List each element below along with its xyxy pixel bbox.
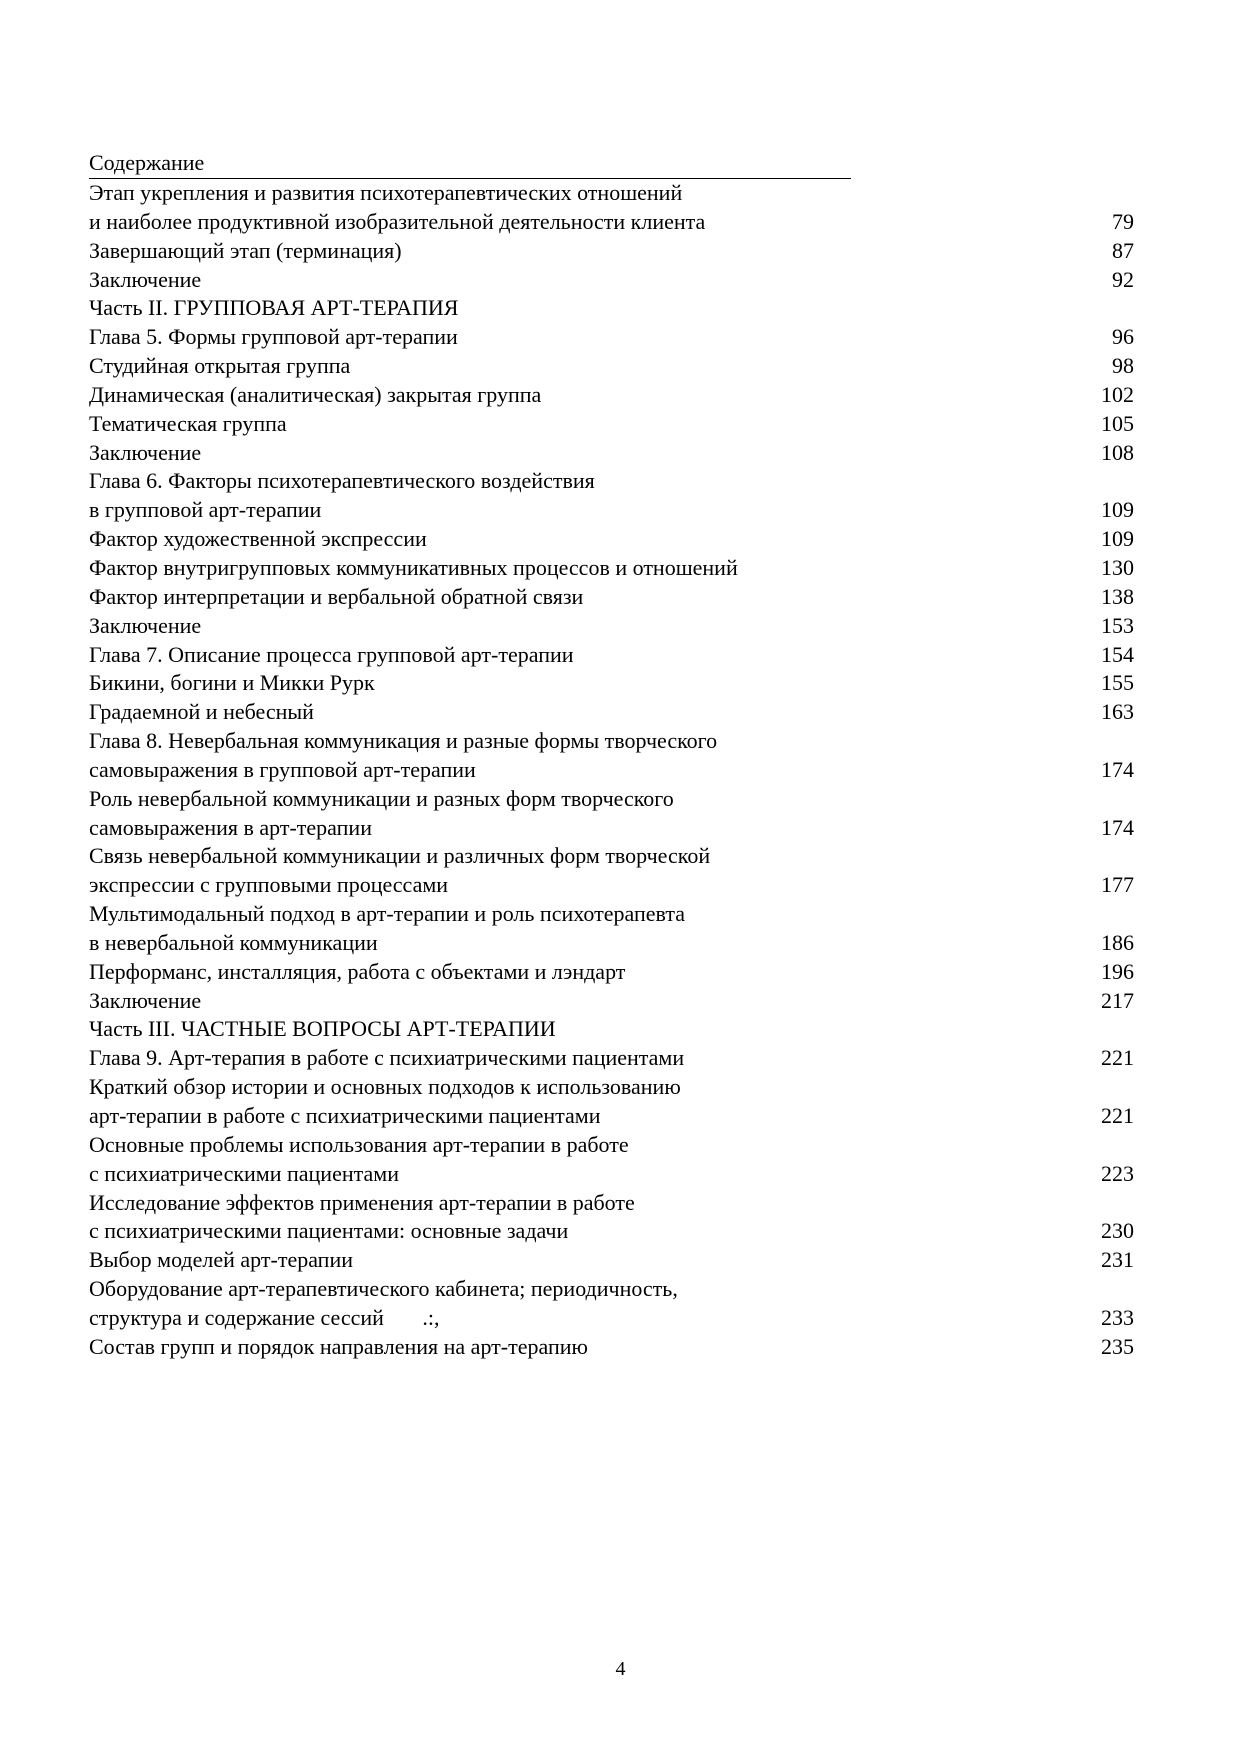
toc-entry-title: Фактор интерпретации и вербальной обратной связи — [89, 583, 584, 609]
toc-entry-page: 105 — [1101, 410, 1134, 436]
toc-entry-title: Градаемной и небесный — [89, 699, 314, 725]
toc-entry — [89, 1102, 1134, 1131]
toc-entry-page: 174 — [1101, 756, 1134, 782]
toc-entry — [89, 814, 1134, 843]
toc-entry-page: 233 — [1101, 1304, 1134, 1330]
toc-entry — [89, 1333, 1134, 1362]
toc-entry — [89, 410, 1134, 439]
toc-entry — [89, 698, 1134, 727]
toc-entry — [89, 641, 1134, 670]
toc-entry-title: самовыражения в арт-терапии — [89, 814, 372, 840]
toc-entry-page: 221 — [1101, 1045, 1134, 1071]
toc-entry-title: Тематическая группа — [89, 410, 287, 436]
toc-entry — [89, 842, 1134, 871]
toc-entry — [89, 467, 1134, 496]
toc-entry-title: Краткий обзор истории и основных подходов к использованию — [89, 1074, 681, 1100]
toc-entry — [89, 439, 1134, 468]
toc-heading: Содержание — [89, 150, 205, 175]
toc-entry-page: 235 — [1101, 1333, 1134, 1359]
toc-entry-page: 102 — [1101, 381, 1134, 407]
toc-entry-title: Оборудование арт-терапевтического кабинета; периодичность, — [89, 1276, 678, 1302]
toc-entry-page: 130 — [1101, 554, 1134, 580]
toc-entry — [89, 900, 1134, 929]
toc-entry-title: Состав групп и порядок направления на арт-терапию — [89, 1333, 588, 1359]
toc-entry-title: Фактор художественной экспрессии — [89, 526, 427, 552]
toc-entry-title: и наиболее продуктивной изобразительной деятельности клиента — [89, 208, 706, 234]
toc-entry-page: 109 — [1101, 526, 1134, 552]
toc-entry-title: Заключение — [89, 439, 202, 465]
toc-entry — [89, 871, 1134, 900]
toc-entry-title: арт-терапии в работе с психиатрическими пациентами — [89, 1103, 601, 1128]
toc-entry — [89, 756, 1134, 785]
toc-entry — [89, 554, 1134, 583]
toc-entry-page: 87 — [1112, 237, 1134, 263]
toc-entry-title: Глава 6. Факторы психотерапевтического воздействия — [89, 468, 595, 494]
toc-entry-title: в групповой арт-терапии — [89, 497, 322, 523]
toc-entry — [89, 1217, 1134, 1246]
toc-entry-title: Глава 7. Описание процесса групповой арт-терапии — [89, 641, 574, 667]
toc-entry-title: Выбор моделей арт-терапии — [89, 1247, 353, 1273]
toc-part-heading — [89, 294, 1134, 323]
toc-entry — [89, 208, 1134, 237]
toc-entry — [89, 1073, 1134, 1102]
toc-entry-page: 92 — [1112, 266, 1134, 292]
toc-entry-title: структура и содержание сессий .:, — [89, 1304, 440, 1330]
toc-entry-title: Фактор внутригрупповых коммуникативных процессов и отношений — [89, 554, 738, 580]
toc-entry-page: 138 — [1101, 583, 1134, 609]
toc-entry-title: Глава 8. Невербальная коммуникация и разные формы творческого — [89, 728, 718, 754]
toc-entry — [89, 929, 1134, 958]
toc-entry — [89, 525, 1134, 554]
toc-entry — [89, 323, 1134, 352]
toc-entry-title: Глава 9. Арт-терапия в работе с психиатрическими пациентами — [89, 1045, 685, 1071]
toc-entry — [89, 496, 1134, 525]
toc-entry — [89, 1189, 1134, 1218]
toc-entry — [89, 381, 1134, 410]
toc-entry-page: 154 — [1101, 641, 1134, 667]
toc-entry-title: Завершающий этап (терминация) — [89, 237, 402, 263]
toc-entry — [89, 179, 1134, 208]
toc-entry — [89, 958, 1134, 987]
toc-entry-title: экспрессии с групповыми процессами — [89, 872, 449, 898]
toc-entry-page: 96 — [1112, 324, 1134, 350]
toc-entry-page: 79 — [1112, 208, 1134, 234]
toc-entry-page: 223 — [1101, 1160, 1134, 1186]
toc-entry — [89, 727, 1134, 756]
toc-entry-page: 177 — [1101, 872, 1134, 898]
toc-entry-title: Заключение — [89, 987, 202, 1013]
toc-entry-title: Бикини, богини и Микки Рурк — [89, 670, 375, 696]
toc-entry — [89, 1160, 1134, 1189]
toc-entry-page: 174 — [1101, 814, 1134, 840]
toc-entry-title: Заключение — [89, 612, 202, 638]
toc-entry-page: 186 — [1101, 929, 1134, 955]
toc-part-heading — [89, 1015, 1134, 1044]
toc-entry — [89, 612, 1134, 641]
toc-entry-page: 196 — [1101, 958, 1134, 984]
toc-entry-page: 230 — [1101, 1218, 1134, 1244]
toc-entry-title: с психиатрическими пациентами: основные задачи — [89, 1218, 569, 1244]
toc-entry-title: Часть II. ГРУППОВАЯ АРТ-ТЕРАПИЯ — [89, 295, 459, 321]
toc-entry — [89, 1131, 1134, 1160]
toc-entry-page: 153 — [1101, 612, 1134, 638]
toc-entry-title: Основные проблемы использования арт-терапии в работе — [89, 1131, 629, 1157]
toc-entry-title: Заключение — [89, 266, 202, 292]
toc-entry-title: Исследование эффектов применения арт-терапии в работе — [89, 1189, 635, 1215]
page-number: 4 — [615, 1658, 626, 1680]
toc-entry-page: 163 — [1101, 699, 1134, 725]
toc-entry-page: 221 — [1101, 1103, 1134, 1128]
toc-entry-page: 109 — [1101, 497, 1134, 523]
toc-entry-page: 231 — [1101, 1247, 1134, 1273]
toc-entry — [89, 987, 1134, 1016]
toc-entry-title: Глава 5. Формы групповой арт-терапии — [89, 324, 458, 350]
toc-entry — [89, 352, 1134, 381]
toc-entry-title: Связь невербальной коммуникации и различных форм творческой — [89, 843, 711, 869]
toc-entry-title: в невербальной коммуникации — [89, 929, 378, 955]
toc-entry — [89, 266, 1134, 295]
toc-entry-title: Часть III. ЧАСТНЫЕ ВОПРОСЫ АРТ-ТЕРАПИИ — [89, 1016, 556, 1042]
toc-entry-page: 155 — [1101, 670, 1134, 696]
table-of-contents — [89, 179, 1134, 1362]
toc-entry-title: Роль невербальной коммуникации и разных форм творческого — [89, 785, 674, 811]
toc-entry-title: Динамическая (аналитическая) закрытая группа — [89, 381, 542, 407]
toc-entry — [89, 583, 1134, 612]
toc-entry — [89, 785, 1134, 814]
toc-entry-title: с психиатрическими пациентами — [89, 1160, 399, 1186]
toc-entry-page: 98 — [1112, 353, 1134, 379]
toc-entry-title: Мультимодальный подход в арт-терапии и роль психотерапевта — [89, 901, 685, 927]
toc-entry — [89, 1246, 1134, 1275]
toc-entry — [89, 669, 1134, 698]
toc-entry-title: Студийная открытая группа — [89, 353, 351, 379]
toc-entry — [89, 1275, 1134, 1304]
toc-entry-page: 217 — [1101, 987, 1134, 1013]
toc-entry — [89, 1304, 1134, 1333]
toc-entry — [89, 237, 1134, 266]
toc-entry — [89, 1044, 1134, 1073]
toc-entry-title: самовыражения в групповой арт-терапии — [89, 756, 476, 782]
toc-entry-page: 108 — [1101, 439, 1134, 465]
toc-entry-title: Этап укрепления и развития психотерапевтических отношений — [89, 180, 683, 205]
toc-entry-title: Перформанс, инсталляция, работа с объектами и лэндарт — [89, 958, 626, 984]
